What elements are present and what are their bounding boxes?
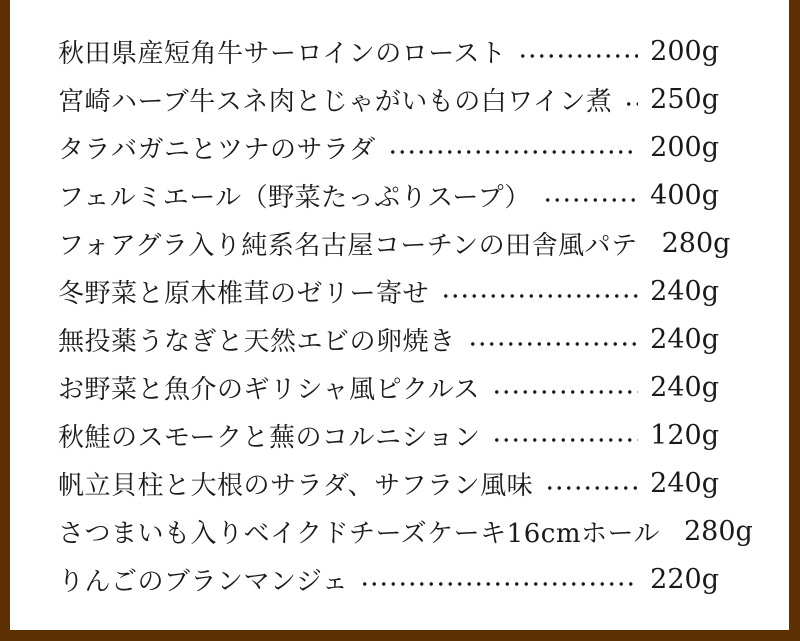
menu-item-weight: 200g [650,131,719,163]
dot-leader [441,267,638,315]
menu-item-row [58,507,753,555]
dot-leader [388,123,638,171]
dot-leader [518,27,638,75]
menu-item-weight: 400g [650,179,719,211]
menu-item-weight: 120g [650,419,719,451]
dot-leader [624,75,638,123]
menu-item-row [58,123,719,171]
menu-item-name: タラバガニとツナのサラダ [58,134,376,165]
menu-item-row [58,459,719,507]
menu-item-weight: 280g [683,515,753,547]
menu-item-row [58,363,719,411]
menu-item-row [58,219,731,267]
dot-leader [492,411,638,459]
menu-item-row [58,315,719,363]
dot-leader [545,459,638,507]
menu-item-name: 無投薬うなぎと天然エビの卵焼き [58,326,456,357]
menu-item-row [58,267,719,315]
dot-leader [360,555,638,603]
menu-item-name: フェルミエール（野菜たっぷりスープ） [58,182,531,213]
menu-item-name: お野菜と魚介のギリシャ風ピクルス [58,374,480,405]
menu-item-weight: 240g [650,323,719,355]
menu-item-weight: 240g [650,371,719,403]
menu-item-weight: 280g [661,227,731,259]
menu-item-row [58,555,719,603]
menu-item-name: りんごのブランマンジェ [58,566,349,597]
menu-item-name: フォアグラ入り純系名古屋コーチンの田舎風パテ [58,230,638,261]
menu-item-name: 宮崎ハーブ牛スネ肉とじゃがいもの白ワイン煮 [58,86,613,117]
menu-list [10,0,789,603]
menu-item-name: 秋田県産短角牛サーロインのロースト [58,38,507,69]
menu-item-row [58,411,719,459]
dot-leader [543,171,638,219]
menu-item-weight: 240g [650,467,719,499]
menu-item-name: さつまいも入りベイクドチーズケーキ16cmホール [58,518,660,549]
dot-leader [492,363,638,411]
menu-item-weight: 200g [650,35,719,67]
menu-item-weight: 220g [650,563,719,595]
menu-item-weight: 250g [650,83,719,115]
menu-item-row [58,171,719,219]
menu-item-name: 秋鮭のスモークと蕪のコルニション [58,422,481,453]
menu-item-name: 帆立貝柱と大根のサラダ、サフラン風味 [58,470,534,501]
menu-item-row [58,75,719,123]
menu-item-row [58,27,719,75]
menu-item-name: 冬野菜と原木椎茸のゼリー寄せ [58,278,430,309]
menu-item-weight: 240g [650,275,719,307]
dot-leader [468,315,639,363]
